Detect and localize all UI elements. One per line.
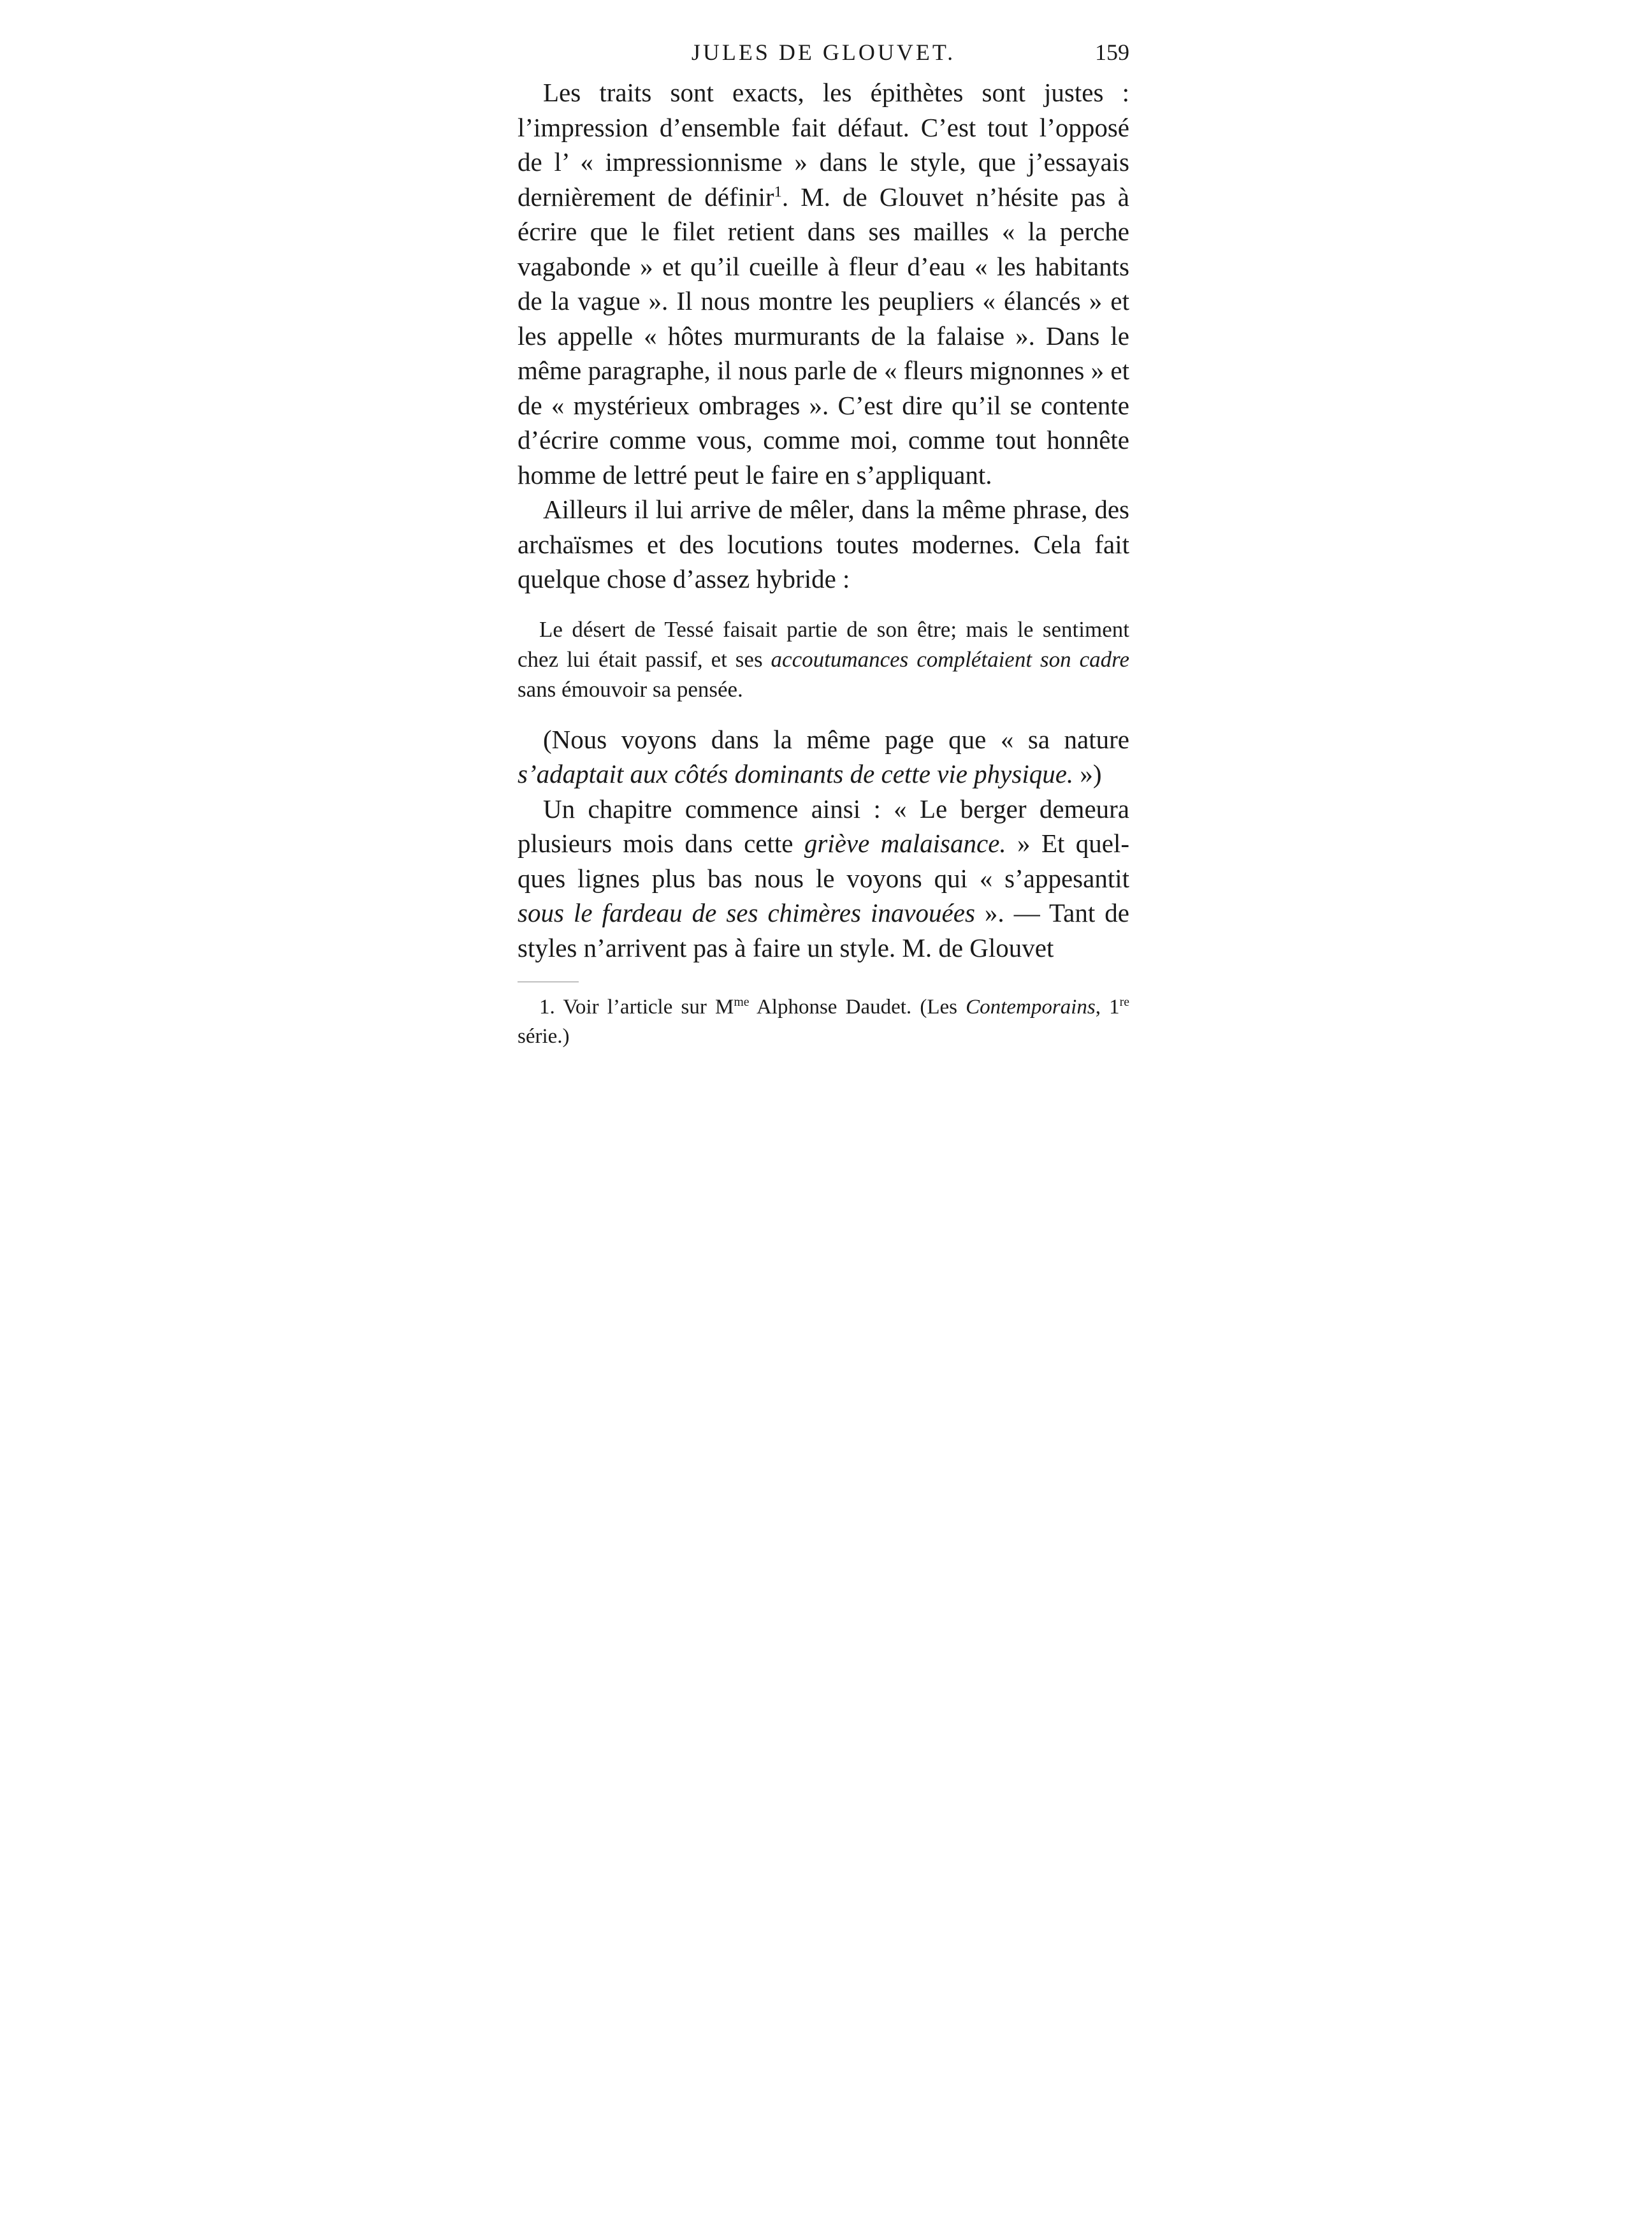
paragraph-4-italic-b: sous le fardeau de ses chimères inavouées [518, 898, 975, 927]
main-text [518, 75, 1129, 1051]
footnote-italic: Contemporains [966, 996, 1096, 1019]
paragraph-3 [518, 722, 1129, 792]
footnote-text-d: série.) [518, 1025, 570, 1048]
footnote-text-a: 1. Voir l’article sur M [539, 996, 734, 1019]
paragraph-1 [518, 75, 1129, 492]
paragraph-1-text-b: . M. de Glouvet n’hésite pas à écrire que le filet retient dans ses mailles « la perche vagabonde » et qu’il cueille à fleur d’eau « les habitants de la vague ». Il nous montre les peupliers « élancés » et les appelle « hôtes murmurants de la falaise ». Dans le même paragraphe, il nous parle de « fleurs mignonnes » et de « mystérieux ombrages ». C’est dire qu’il se contente d’écrire comme vous, comme moi, comme tout honnête homme de lettré peut le faire en s’appliquant. [518, 182, 1129, 490]
paragraph-4-text-c: ». — Tant de styles n’arrivent pas à faire un style. M. de Glouvet [518, 898, 1129, 962]
paragraph-3-italic: s’adaptait aux côtés dominants de cette vie physique. [518, 759, 1074, 788]
running-title: JULES DE GLOUVET. [691, 40, 956, 65]
paragraph-4-text-a: Un chapitre commence ainsi : « Le berger demeura plusieurs mois dans cette [518, 794, 1129, 858]
paragraph-4-italic-a: griève malaisance. [804, 829, 1006, 858]
footnote-marker: 1 [774, 182, 782, 200]
quote-text-a: Le désert de Tessé faisait partie de son être; mais le sentiment chez lui était passif, et ses [518, 616, 1129, 672]
quote-italic: accoutumances complétaient son cadre [771, 646, 1129, 672]
page-number: 159 [1095, 40, 1129, 65]
paragraph-1-text-a: Les traits sont exacts, les épithètes sont justes : l’impression d’ensemble fait défaut. C’est tout l’opposé de l’ « impressionnisme » dans le style, que j’essayais dernièrement de définir [518, 78, 1129, 212]
footnote [518, 992, 1129, 1051]
block-quote [518, 614, 1129, 704]
quote-text-b: sans émouvoir sa pensée. [518, 676, 743, 702]
footnote-sup-re: re [1119, 995, 1129, 1009]
paragraph-3-text-a: (Nous voyons dans la même page que « sa nature [543, 724, 1129, 754]
paragraph-4 [518, 792, 1129, 966]
footnote-text-b: Alphonse Daudet. (Les [749, 996, 966, 1019]
paragraph-2: Ailleurs il lui arrive de mêler, dans la même phrase, des archaïsmes et des locutions toutes modernes. Cela fait quelque chose d’assez hybride : [518, 495, 1129, 593]
footnote-sup-me: me [734, 995, 750, 1009]
running-head [518, 33, 1129, 71]
footnote-text-c: , 1 [1095, 996, 1120, 1019]
paragraph-4-text-b: » Et quelques lignes plus bas nous le voyons qui « s’appesantit [518, 829, 1130, 893]
paragraph-3-text-b: ») [1073, 759, 1102, 788]
